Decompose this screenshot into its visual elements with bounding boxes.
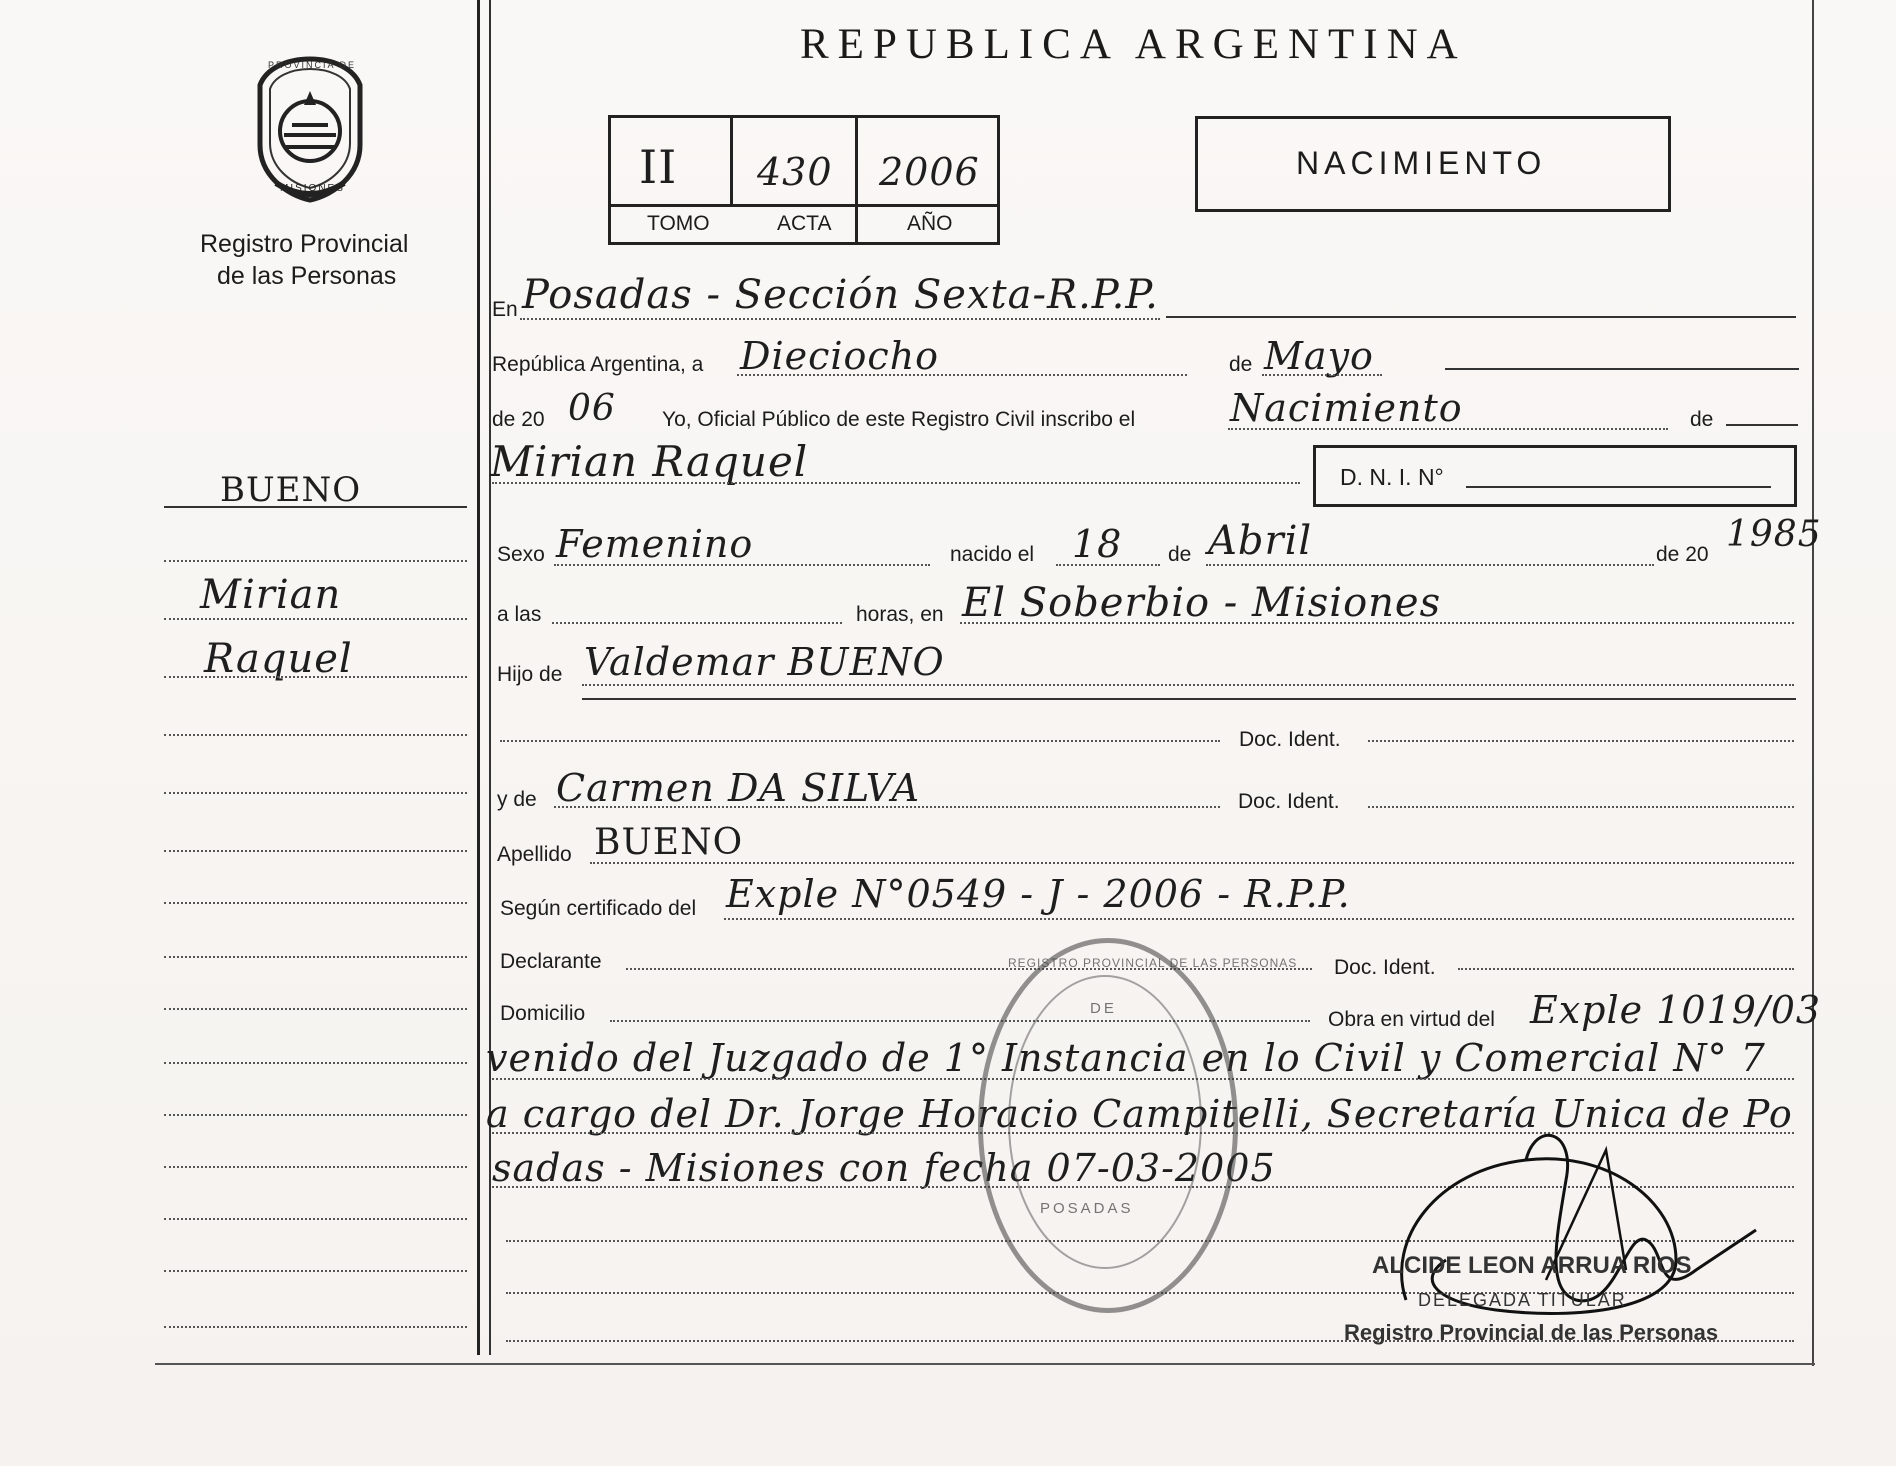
segun-line [724,918,1794,920]
obra-label: Obra en virtud del [1328,1008,1495,1031]
declarante-label: Declarante [500,950,602,973]
apellido-value: BUENO [594,822,744,863]
margin-line [164,676,467,678]
margin-surname: BUENO [220,470,362,510]
agency-name-line2: de las Personas [217,262,397,290]
dni-label: D. N. I. N° [1340,464,1444,490]
nacido-dia-value: 18 [1072,522,1123,566]
lugar-line [960,622,1794,624]
en-line-end [1166,316,1796,318]
document-type-label: NACIMIENTO [1296,145,1547,181]
stamp-ring-text: REGISTRO PROVINCIAL DE LAS PERSONAS [1008,956,1298,970]
padre-value: Valdemar BUENO [584,640,945,684]
agency-name-line1: Registro Provincial [200,230,409,258]
margin-line [164,1166,467,1168]
obra-value: Exple 1019/03 [1530,988,1822,1032]
document-type-box [1195,116,1671,212]
horas-label: horas, en [856,603,944,626]
margin-divider-inner [489,0,491,1355]
apellido-label: Apellido [497,843,572,866]
nota-line-3: sadas - Misiones con fecha 07-03-2005 [492,1146,1276,1190]
madre-value: Carmen DA SILVA [556,766,921,810]
de-end-line [1726,424,1798,426]
margin-name-line1: Mirian [200,572,342,618]
margin-line [164,1114,467,1116]
nacido-anio-value: 1985 [1726,514,1822,555]
de20-label: de 20 [492,408,545,431]
nombre-line [492,482,1300,484]
padre-line [582,684,1794,686]
madre-doc-value-line [1368,806,1794,808]
margin-line [164,792,467,794]
margin-line [164,902,467,904]
stamp-city: POSADAS [1040,1200,1134,1217]
mes-line [1262,374,1382,376]
padre-line-2 [582,698,1796,700]
page-bottom-border [155,1363,1815,1365]
margin-line [164,1062,467,1064]
de-label-2: de [1168,543,1192,566]
stamp-inner-de: DE [1090,1000,1117,1017]
lugar-value: El Soberbio - Misiones [962,580,1442,626]
domicilio-label: Domicilio [500,1002,586,1025]
seal-bottom-text: MISIONES [280,183,345,194]
province-seal-emblem [246,55,374,203]
en-label: En [492,298,518,321]
padre-doc-ident-label: Doc. Ident. [1239,728,1341,751]
acta-divider [855,118,858,242]
margin-line [164,850,467,852]
de20-label-2: de 20 [1656,543,1709,566]
margin-line [164,1218,467,1220]
margin-line [164,1326,467,1328]
inscribo-value: Nacimiento [1230,386,1463,430]
tomo-label: TOMO [647,212,710,235]
anio-inscripcion-value: 06 [568,388,616,429]
apellido-line [590,862,1794,864]
seal-top-text: PROVINCIA DE [268,60,357,70]
official-stamp-inner [1008,975,1202,1269]
alas-line [552,622,842,624]
dni-line [1466,486,1771,488]
mes-value: Mayo [1264,334,1374,378]
nombre-value: Mirian Raquel [490,437,809,486]
nota-line-1: venido del Juzgado de 1° Instancia en lo Civil y Comercial N° 7 [486,1036,1766,1080]
sexo-label: Sexo [497,543,545,566]
margin-line [164,1270,467,1272]
madre-line [554,806,1220,808]
acta-number-value: 430 [757,150,833,194]
margin-line [164,618,467,620]
dia-line [737,374,1187,376]
nacido-dia-line [1056,564,1160,566]
declarante-doc-line [1458,968,1794,970]
sexo-value: Femenino [556,522,754,566]
declarante-doc-ident-label: Doc. Ident. [1334,956,1436,979]
anio-label: AÑO [907,212,953,235]
margin-divider [477,0,480,1355]
margin-line [164,956,467,958]
de-end-label: de [1690,408,1714,431]
dni-box [1313,445,1797,507]
en-place-value: Posadas - Sección Sexta-R.P.P. [522,272,1159,318]
margin-line [164,560,467,562]
tomo-value: II [639,140,678,194]
margin-line [164,1008,467,1010]
mes-line-end [1445,368,1799,370]
signature-name: ALCIDE LEON ARRUA RIOS [1372,1252,1692,1279]
alas-label: a las [497,603,542,626]
madre-doc-ident-label: Doc. Ident. [1238,790,1340,813]
de-label: de [1229,353,1253,376]
inscribo-label: Yo, Oficial Público de este Registro Civil inscribo el [662,408,1136,431]
margin-line [164,734,467,736]
yde-label: y de [497,788,537,811]
nacido-mes-line [1206,564,1654,566]
signature-role: DELEGADA TITULAR [1418,1290,1627,1310]
en-line [520,318,1160,320]
inscribo-line [1228,428,1668,430]
acta-reference-box [608,115,1000,245]
republica-label: República Argentina, a [492,353,704,376]
nota-line-2: a cargo del Dr. Jorge Horacio Campitelli, Secretaría Unica de Po [486,1092,1793,1136]
padre-doc-value-line [1368,740,1794,742]
country-title: REPUBLICA ARGENTINA [800,21,1467,68]
anio-value: 2006 [879,150,980,194]
segun-label: Según certificado del [500,897,697,920]
hijo-label: Hijo de [497,663,563,686]
dia-value: Dieciocho [740,334,940,378]
page-right-border [1812,0,1814,1366]
padre-doc-line [500,740,1220,742]
margin-name-line2: Raquel [204,636,353,682]
nacido-mes-value: Abril [1208,518,1313,564]
margin-underline [164,506,467,508]
sexo-line [554,564,930,566]
nacido-label: nacido el [950,543,1035,566]
segun-value: Exple N°0549 - J - 2006 - R.P.P. [726,872,1351,916]
acta-label: ACTA [777,212,832,235]
signature-office: Registro Provincial de las Personas [1344,1320,1719,1345]
